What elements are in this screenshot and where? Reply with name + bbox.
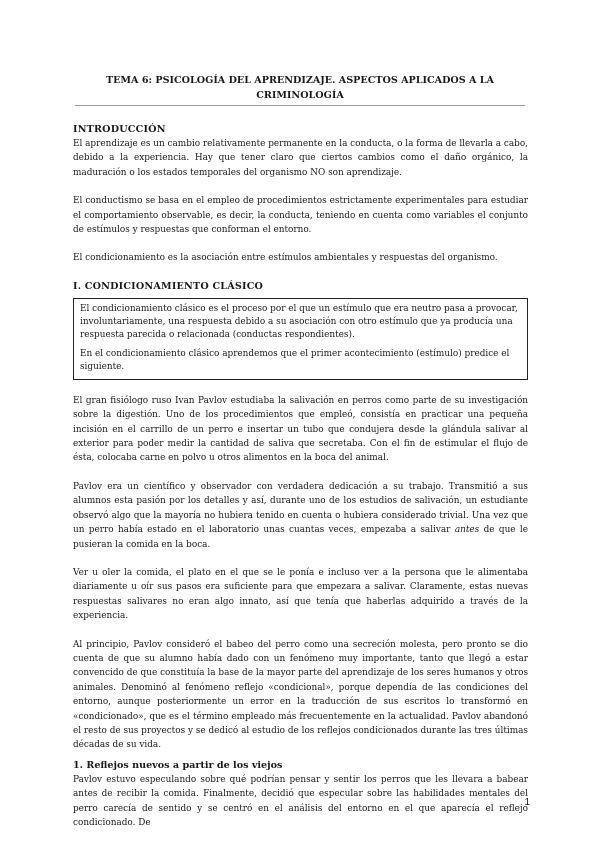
section1-paragraph-1: El gran fisiólogo ruso Ivan Pavlov estudiaba la salivación en perros como parte de su investigación sobre la digestión. Uno de los procedimientos que empleó, consistía en practicar una pequeña incisión en el carrillo de un perro e insertar un tubo que condujera desde la glándula salivar al exterior para poder medir la cantidad de saliva que secretaba. Con el fin de estimular el flujo de ésta, colocaba carne en polvo u otros alimentos en la boca del animal. [73, 395, 528, 464]
definition-paragraph-1: El condicionamiento clásico es el proceso por el que un estímulo que era neutro pasa a provocar, involuntariamente, una respuesta debido a su asociación con otro estímulo que ya producía una respuesta parecida o relacionada (conductas respondientes). [80, 303, 518, 340]
page-title: TEMA 6: PSICOLOGÍA DEL APRENDIZAJE. ASPECTOS APLICADOS A LA CRIMINOLOGÍA [105, 75, 494, 101]
section1-heading: I. CONDICIONAMIENTO CLÁSICO [73, 280, 264, 292]
page-number: 1 [524, 797, 530, 808]
intro-heading: INTRODUCCIÓN [73, 124, 166, 135]
subsection1-heading: 1. Reflejos nuevos a partir de los viejos [73, 759, 283, 771]
section1-paragraph-3: Ver u oler la comida, el plato en el que se le ponía e incluso ver a la persona que le alimentaba diariamente u oír sus pasos era suficiente para que empezara a salivar. Claramente, estas nuevas respuestas salivares no eran algo innato, así que tenía que haberlas adquirido a través de la experiencia. [73, 567, 528, 622]
section1-paragraph-2 [73, 480, 528, 552]
definition-box [73, 298, 528, 380]
definition-paragraph-2: En el condicionamiento clásico aprendemos que el primer acontecimiento (estímulo) predice el siguiente. [80, 348, 510, 372]
subsection1-paragraph-1: Pavlov estuvo especulando sobre qué podrían pensar y sentir los perros que les llevara a babear antes de recibir la comida. Finalmente, decidió que especular sobre las habilidades mentales del perro carecía de sentido y se centró en el análisis del entorno en el que aparecía el reflejo condicionado. De [73, 774, 528, 828]
title-divider [75, 105, 525, 106]
intro-paragraph-3: El condicionamiento es la asociación entre estímulos ambientales y respuestas del organismo. [73, 253, 498, 264]
document-body [73, 123, 528, 830]
section1-paragraph-2-start: Pavlov era un científico y observador con verdadera dedicación a su trabajo. Transmitió a sus alumnos esta pasión por los detalles y así, durante uno de los estudios de salivación, un estudiante observó algo que la mayoría no hubiera tenido en cuenta o hubiera considerado trivial. Una vez que un perro había estado en el laboratorio unas cuantas veces, empezaba a salivar [73, 481, 528, 536]
section1-paragraph-2-end: de que le pusieran la comida en la boca. [73, 525, 529, 550]
section1-paragraph-4: Al principio, Pavlov consideró el babeo del perro como una secreción molesta, pero pronto se dio cuenta de que su alumno había dado con un fenómeno muy importante, tanto que llegó a estar convencido de que constituía la base de la mayor parte del aprendizaje de los seres humanos y otros animales. Denominó al fenómeno reflejo «condicional», porque dependía de las condiciones del entorno, aunque posteriormente un error en la traducción de sus escritos lo transformó en «condicionado», que es el término empleado más frecuentemente en la actualidad. Pavlov abandonó el resto de sus proyectos y se dedicó al estudio de los reflejos condicionados durante las tres últimas décadas de su vida. [73, 639, 528, 751]
intro-paragraph-2: El conductismo se basa en el empleo de procedimientos estrictamente experimentales para estudiar el comportamiento observable, es decir, la conducta, teniendo en cuenta como variables el conjunto de estímulos y respuestas que conforman el entorno. [73, 196, 528, 236]
intro-paragraph-1: El aprendizaje es un cambio relativamente permanente en la conducta, o la forma de llevarla a cabo, debido a la experiencia. Hay que tener claro que ciertos cambios como el daño orgánico, la maduración o los estados temporales del organismo NO son aprendizaje. [73, 139, 528, 178]
section1-paragraph-2-emphasis: antes [454, 525, 480, 536]
